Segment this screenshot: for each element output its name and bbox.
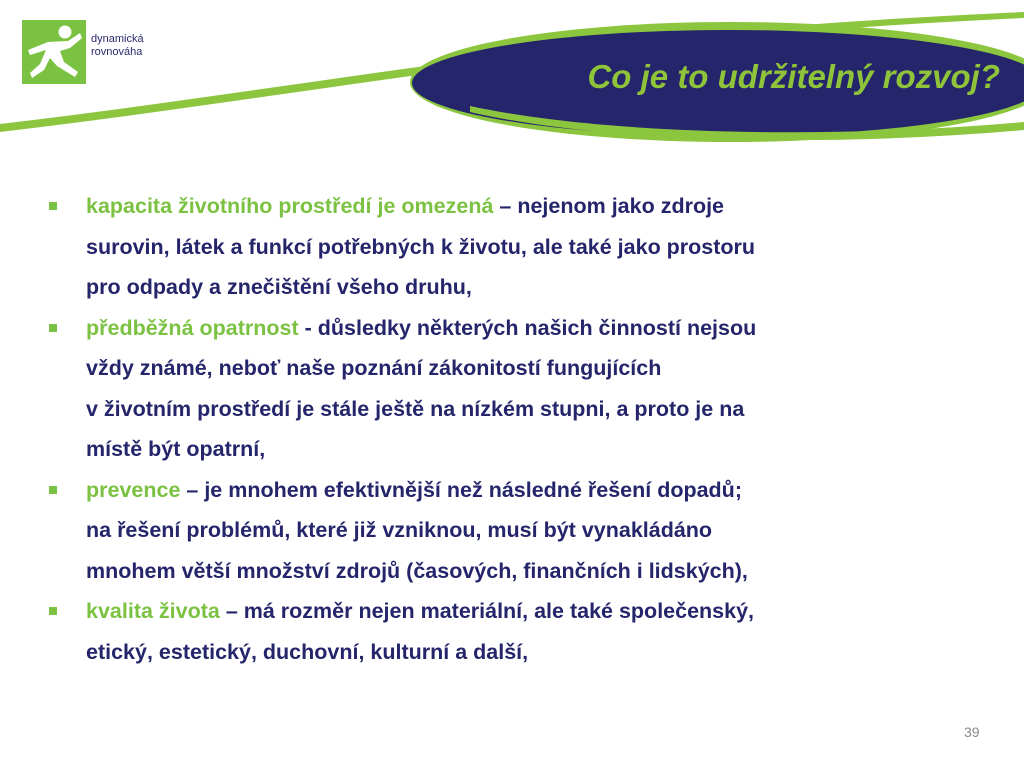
bullet-item xyxy=(48,591,998,672)
bullet-item xyxy=(48,470,998,592)
bullet-line: vždy známé, neboť naše poznání zákonitostí fungujících xyxy=(86,356,662,380)
bullet-text: – nejenom jako zdroje xyxy=(493,194,725,218)
logo-line-1: dynamická xyxy=(91,33,144,45)
bullet-text: - důsledky některých našich činností nejsou xyxy=(298,315,757,340)
square-bullet-icon xyxy=(49,324,57,332)
bullet-term: kapacita životního prostředí je omezená xyxy=(86,194,494,218)
bullet-item xyxy=(48,186,998,308)
bullet-term: kvalita života xyxy=(86,599,220,623)
bullet-line xyxy=(86,591,998,632)
square-bullet-icon xyxy=(49,202,57,210)
square-bullet-icon xyxy=(49,486,57,494)
bullet-line: pro odpady a znečištění všeho druhu, xyxy=(86,275,472,299)
bullet-term: předběžná opatrnost xyxy=(86,315,299,340)
bullet-text: – je mnohem efektivnější než následné řešení dopadů; xyxy=(180,477,742,502)
bullet-list xyxy=(48,186,998,672)
square-bullet-icon xyxy=(49,607,57,615)
bullet-line: etický, estetický, duchovní, kulturní a další, xyxy=(86,639,529,664)
bullet-line: na řešení problémů, které již vzniknou, musí být vynakládáno xyxy=(86,518,713,542)
bullet-line xyxy=(86,470,998,511)
slide-title: Co je to udržitelný rozvoj? xyxy=(587,58,1000,95)
page-number: 39 xyxy=(964,724,980,740)
bullet-line: místě být opatrní, xyxy=(86,437,266,461)
bullet-line: mnohem větší množství zdrojů (časových, finančních i lidských), xyxy=(86,558,748,583)
bullet-item xyxy=(48,308,998,470)
bullet-text: – má rozměr nejen materiální, ale také společenský, xyxy=(219,599,755,623)
bullet-line xyxy=(86,186,998,227)
bullet-line xyxy=(86,308,998,349)
bullet-line: v životním prostředí je stále ještě na nízkém stupni, a proto je na xyxy=(86,396,745,421)
logo-text xyxy=(91,33,144,59)
dynamicka-rovnovaha-logo xyxy=(22,20,86,84)
header-decoration xyxy=(0,0,1024,200)
bullet-term: prevence xyxy=(86,477,181,502)
logo-line-2: rovnováha xyxy=(91,46,143,58)
bullet-line: surovin, látek a funkcí potřebných k životu, ale také jako prostoru xyxy=(86,234,756,259)
